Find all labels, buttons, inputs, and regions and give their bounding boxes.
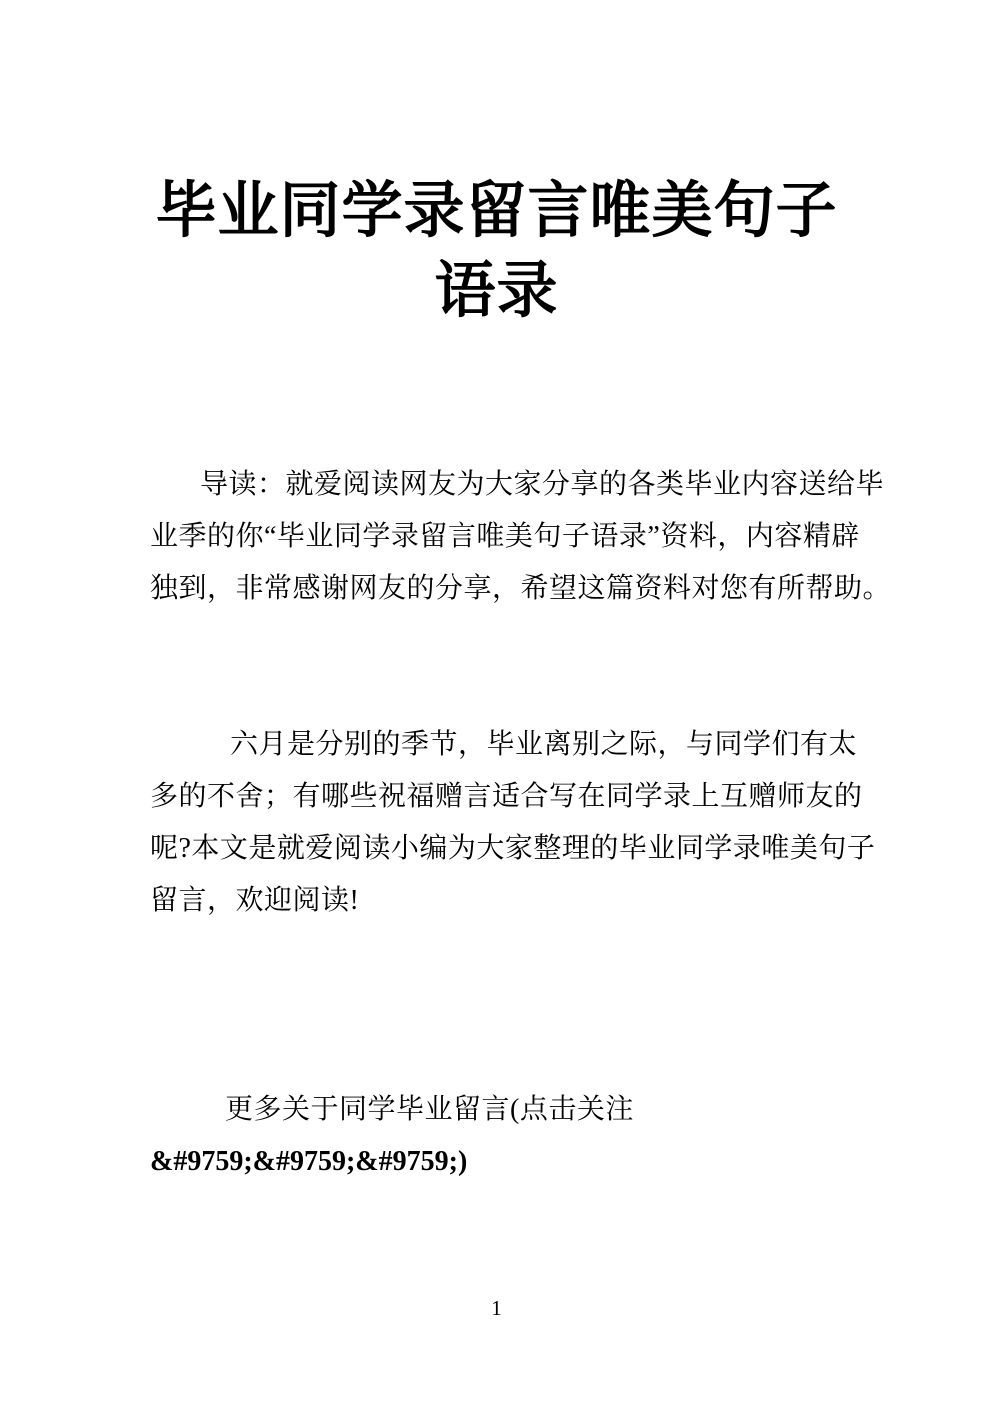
paragraph-more-link <box>150 1084 910 1188</box>
title-line-2: 语录 <box>434 258 559 325</box>
text-line: 更多关于同学毕业留言(点击关注 <box>225 1094 634 1125</box>
text-line: 呢?本文是就爱阅读小编为大家整理的毕业同学录唯美句子 <box>150 833 876 864</box>
page-title <box>0 172 993 332</box>
title-line-1: 毕业同学录留言唯美句子 <box>155 178 838 245</box>
text-line: 业季的你“毕业同学录留言唯美句子语录”资料，内容精辟 <box>150 521 860 552</box>
text-line: 六月是分别的季节，毕业离别之际，与同学们有太 <box>230 729 858 760</box>
text-line-html-entities: &#9759;&#9759;&#9759;) <box>150 1146 468 1177</box>
text-line: 多的不舍；有哪些祝福赠言适合写在同学录上互赠师友的 <box>150 781 863 812</box>
paragraph-body <box>150 719 910 927</box>
page-number: 1 <box>491 1296 502 1320</box>
text-line: 独到，非常感谢网友的分享，希望这篇资料对您有所帮助。 <box>150 573 892 604</box>
paragraph-intro <box>150 459 910 615</box>
text-line: 导读：就爱阅读网友为大家分享的各类毕业内容送给毕 <box>200 469 885 500</box>
text-line: 留言，欢迎阅读! <box>150 885 360 916</box>
